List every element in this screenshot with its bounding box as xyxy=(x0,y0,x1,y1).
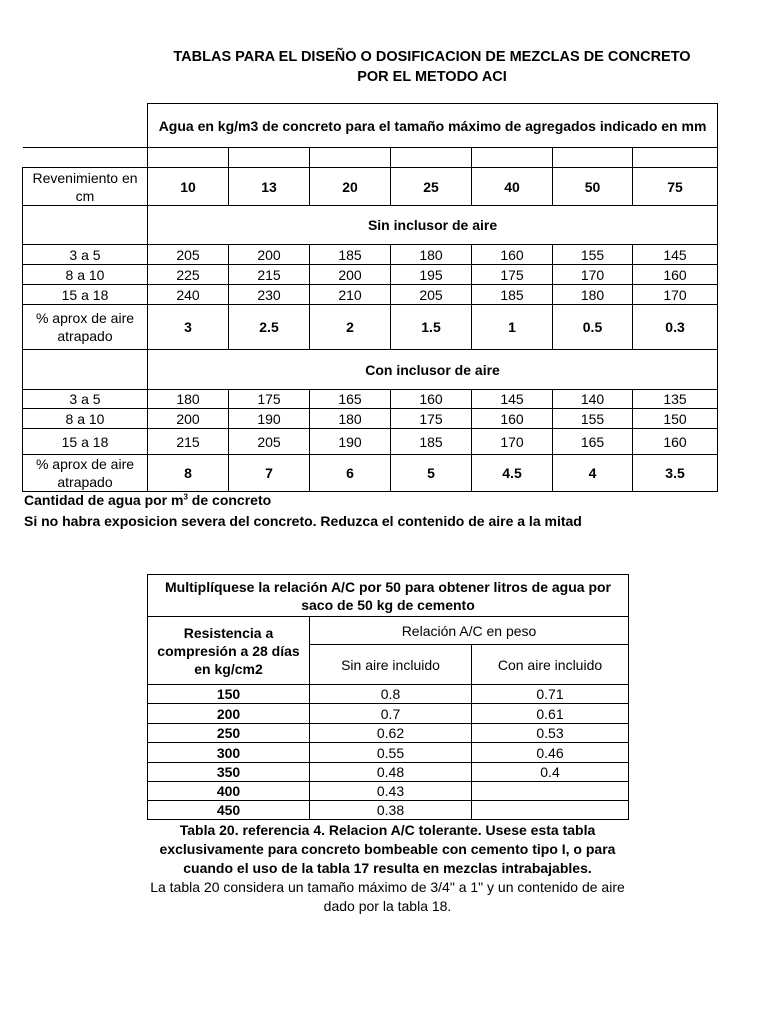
table-cell: 185 xyxy=(310,245,391,265)
table-cell: 135 xyxy=(633,390,718,409)
table-cell: 0.3 xyxy=(633,305,718,350)
table-cell: 0.4 xyxy=(472,763,629,782)
table-cell: 215 xyxy=(148,429,229,455)
section-without-air: Sin inclusor de aire xyxy=(148,206,718,245)
table-cell: 7 xyxy=(229,455,310,492)
strength-cell: 150 xyxy=(148,685,310,704)
water-quantity-note xyxy=(24,491,271,509)
row-label: 3 a 5 xyxy=(23,245,148,265)
blank-cell xyxy=(148,148,229,168)
row-label: 15 a 18 xyxy=(23,429,148,455)
blank-cell xyxy=(229,148,310,168)
row-label: % aprox de aire atrapado xyxy=(23,455,148,492)
table-cell: 175 xyxy=(472,265,553,285)
blank-cell xyxy=(310,148,391,168)
superscript: 3 xyxy=(183,492,188,502)
page-title xyxy=(100,47,764,87)
water-cement-ratio-table xyxy=(147,574,629,820)
table-cell: 195 xyxy=(391,265,472,285)
table-cell xyxy=(472,782,629,801)
blank-cell xyxy=(633,148,718,168)
table-cell: 210 xyxy=(310,285,391,305)
table-cell: 0.43 xyxy=(310,782,472,801)
blank-cell xyxy=(553,148,633,168)
table-cell: 230 xyxy=(229,285,310,305)
table-caption xyxy=(147,821,628,916)
strength-cell: 250 xyxy=(148,724,310,743)
row-label: 3 a 5 xyxy=(23,390,148,409)
caption-normal: La tabla 20 considera un tamaño máximo de 3/4" a 1" y un contenido de aire dado por la tabla 18. xyxy=(150,879,625,914)
table-cell: 170 xyxy=(472,429,553,455)
strength-cell: 400 xyxy=(148,782,310,801)
table-cell: 5 xyxy=(391,455,472,492)
strength-cell: 300 xyxy=(148,743,310,763)
col-air-header: Con aire incluido xyxy=(472,645,629,685)
table-cell: 145 xyxy=(633,245,718,265)
table-cell: 180 xyxy=(553,285,633,305)
table-cell: 200 xyxy=(310,265,391,285)
table-cell: 180 xyxy=(391,245,472,265)
table-cell: 0.8 xyxy=(310,685,472,704)
title-line-1: TABLAS PARA EL DISEÑO O DOSIFICACION DE MEZCLAS DE CONCRETO xyxy=(173,49,691,65)
table-cell: 0.46 xyxy=(472,743,629,763)
table-cell: 8 xyxy=(148,455,229,492)
table-cell: 150 xyxy=(633,409,718,429)
table-cell: 215 xyxy=(229,265,310,285)
title-line-2: POR EL METODO ACI xyxy=(357,69,507,85)
table-cell: 0.38 xyxy=(310,801,472,820)
table-cell: 200 xyxy=(229,245,310,265)
table-cell: 3 xyxy=(148,305,229,350)
size-header: 10 xyxy=(148,168,229,206)
strength-cell: 200 xyxy=(148,704,310,724)
table-cell: 0.48 xyxy=(310,763,472,782)
table-cell xyxy=(472,801,629,820)
blank-corner xyxy=(23,148,148,168)
table-cell: 145 xyxy=(472,390,553,409)
table-cell: 190 xyxy=(229,409,310,429)
table-cell: 1.5 xyxy=(391,305,472,350)
table-cell: 0.71 xyxy=(472,685,629,704)
table-cell: 0.61 xyxy=(472,704,629,724)
table-cell: 3.5 xyxy=(633,455,718,492)
table-cell: 1 xyxy=(472,305,553,350)
table-cell: 160 xyxy=(391,390,472,409)
table-cell: 175 xyxy=(229,390,310,409)
table-cell: 2 xyxy=(310,305,391,350)
note-text: de concreto xyxy=(187,492,272,508)
table-cell: 160 xyxy=(472,245,553,265)
table-cell: 175 xyxy=(391,409,472,429)
row-label: % aprox de aire atrapado xyxy=(23,305,148,350)
table-cell: 205 xyxy=(229,429,310,455)
ratio-table-header: Multiplíquese la relación A/C por 50 para obtener litros de agua por saco de 50 kg de cemento xyxy=(148,575,629,617)
table-cell: 4.5 xyxy=(472,455,553,492)
table-cell: 160 xyxy=(633,265,718,285)
table-cell: 180 xyxy=(148,390,229,409)
row-label: 8 a 10 xyxy=(23,409,148,429)
strength-cell: 450 xyxy=(148,801,310,820)
table-cell: 2.5 xyxy=(229,305,310,350)
slump-header: Revenimiento en cm xyxy=(23,168,148,206)
exposure-note: Si no habra exposicion severa del concreto. Reduzca el contenido de aire a la mitad xyxy=(24,513,582,529)
size-header: 13 xyxy=(229,168,310,206)
table-cell: 180 xyxy=(310,409,391,429)
blank-cell xyxy=(23,350,148,390)
table-cell: 205 xyxy=(391,285,472,305)
water-table-header: Agua en kg/m3 de concreto para el tamaño máximo de agregados indicado en mm xyxy=(148,104,718,148)
table-cell: 6 xyxy=(310,455,391,492)
ratio-header: Relación A/C en peso xyxy=(310,617,629,645)
table-cell: 155 xyxy=(553,245,633,265)
blank-corner xyxy=(23,104,148,148)
table-cell: 160 xyxy=(472,409,553,429)
table-cell: 160 xyxy=(633,429,718,455)
table-cell: 200 xyxy=(148,409,229,429)
size-header: 40 xyxy=(472,168,553,206)
table-cell: 155 xyxy=(553,409,633,429)
table-cell: 0.55 xyxy=(310,743,472,763)
table-cell: 140 xyxy=(553,390,633,409)
blank-cell xyxy=(23,206,148,245)
table-cell: 0.62 xyxy=(310,724,472,743)
row-label: 15 a 18 xyxy=(23,285,148,305)
row-label: 8 a 10 xyxy=(23,265,148,285)
size-header: 25 xyxy=(391,168,472,206)
water-content-table xyxy=(22,103,718,492)
note-text: Cantidad de agua por m xyxy=(24,492,184,508)
blank-cell xyxy=(472,148,553,168)
table-cell: 4 xyxy=(553,455,633,492)
blank-cell xyxy=(391,148,472,168)
table-cell: 240 xyxy=(148,285,229,305)
table-cell: 205 xyxy=(148,245,229,265)
table-cell: 190 xyxy=(310,429,391,455)
table-cell: 0.7 xyxy=(310,704,472,724)
table-cell: 170 xyxy=(633,285,718,305)
table-cell: 165 xyxy=(553,429,633,455)
section-with-air: Con inclusor de aire xyxy=(148,350,718,390)
strength-cell: 350 xyxy=(148,763,310,782)
table-cell: 185 xyxy=(472,285,553,305)
table-cell: 185 xyxy=(391,429,472,455)
table-cell: 0.53 xyxy=(472,724,629,743)
caption-bold: Tabla 20. referencia 4. Relacion A/C tolerante. Usese esta tabla exclusivamente para concreto bombeable con cemento tipo I, o para cuando el uso de la tabla 17 resulta en mezclas intrabajables. xyxy=(159,822,616,876)
table-cell: 170 xyxy=(553,265,633,285)
table-cell: 165 xyxy=(310,390,391,409)
strength-header: Resistencia a compresión a 28 días en kg/cm2 xyxy=(148,617,310,685)
table-cell: 0.5 xyxy=(553,305,633,350)
size-header: 50 xyxy=(553,168,633,206)
size-header: 20 xyxy=(310,168,391,206)
size-header: 75 xyxy=(633,168,718,206)
table-cell: 225 xyxy=(148,265,229,285)
col-no-air-header: Sin aire incluido xyxy=(310,645,472,685)
